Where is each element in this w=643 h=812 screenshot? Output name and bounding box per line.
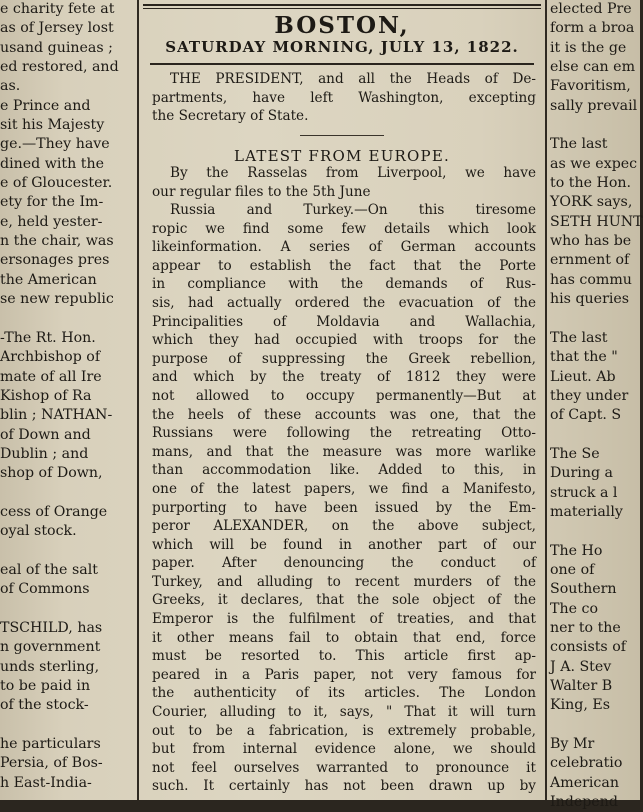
right-column-line: his queries	[550, 291, 630, 308]
right-column-line: The Se	[550, 445, 600, 462]
left-column-line: Dublin ; and	[0, 445, 89, 462]
notice-line: THE PRESIDENT, and all the Heads of De-	[170, 71, 536, 87]
right-column-line: that the "	[550, 349, 618, 366]
article-body	[152, 201, 536, 796]
intro-line: By the Rasselas from Liverpool, we have	[170, 165, 536, 181]
article-line: Russia and Turkey.—On this tiresome	[170, 202, 536, 218]
left-column-line: of Down and	[0, 426, 91, 443]
left-column-line: of Commons	[0, 581, 90, 598]
right-column-line: struck a l	[550, 484, 618, 501]
right-column-line: Independ	[550, 794, 618, 811]
left-column-line: n government	[0, 639, 101, 656]
article-line: in compliance with the demands of Rus-	[152, 276, 536, 293]
article-line: sis, had actually ordered the evacuation of the	[152, 294, 536, 311]
left-column-line	[0, 310, 129, 329]
right-column-line: else can em	[550, 59, 636, 76]
article-line: the heels of these accounts was one, that the	[152, 406, 536, 423]
right-column-line: Lieut. Ab	[550, 368, 616, 385]
left-column-line	[0, 716, 129, 735]
left-column-line: of the stock-	[0, 697, 89, 714]
notice-line: partments, have left Washington, excepting	[152, 89, 536, 106]
article-line: Russians were following the retreating Otto-	[152, 425, 536, 442]
right-column-line	[550, 522, 640, 541]
president-notice	[152, 70, 536, 126]
left-column-line: TSCHILD, has	[0, 620, 103, 636]
article-line: purpose of suppressing the Greek rebellion,	[152, 350, 536, 367]
article-line: Turkey, and alluding to recent murders of the	[152, 573, 536, 590]
article-line: likeinformation. A series of German accounts	[152, 239, 536, 256]
left-column-line: blin ; NATHAN-	[0, 407, 113, 424]
right-column-line: elected Pre	[550, 1, 632, 17]
left-column-line: shop of Down,	[0, 465, 103, 482]
right-column-line: YORK says,	[550, 194, 633, 211]
left-column-line: e Prince and	[0, 97, 91, 114]
article-line: Principalities of Moldavia and Wallachia,	[152, 313, 536, 330]
notice-separator	[300, 135, 384, 136]
right-column-line: has commu	[550, 271, 632, 288]
intro-line: our regular files to the 5th June	[152, 183, 371, 200]
article-line: peror ALEXANDER, on the above subject,	[152, 518, 536, 535]
right-column-line: The last	[550, 329, 608, 346]
left-column-line: e, held yester-	[0, 213, 103, 230]
right-column-line: The last	[550, 136, 608, 153]
left-column-line	[0, 542, 129, 561]
right-column-line: one of	[550, 561, 595, 578]
left-column-line: ed restored, and	[0, 59, 119, 76]
article-line: which they had occupied with troops for the	[152, 332, 536, 349]
right-column-line: American	[550, 774, 619, 791]
article-line: mans, and that the measure was more warlike	[152, 443, 536, 460]
article-line: out to be a fabrication, is extremely probable,	[152, 722, 536, 739]
right-column-line: ernment of	[550, 252, 630, 269]
masthead-date: SATURDAY MORNING, JULY 13, 1822.	[165, 38, 519, 56]
article-line: not feel ourselves warranted to pronounce it	[152, 759, 536, 776]
intro-paragraph	[152, 164, 536, 201]
right-column	[550, 0, 643, 811]
article-line: than accommodation like. Added to this, in	[152, 462, 536, 479]
left-column-line: the American	[0, 271, 97, 288]
right-column-line: SETH HUNT	[550, 213, 643, 230]
right-column-line: of Capt. S	[550, 407, 622, 424]
left-column-line: sit his Majesty	[0, 117, 105, 134]
left-column-line: Persia, of Bos-	[0, 755, 103, 772]
right-column-line: Favoritism,	[550, 78, 631, 95]
section-heading: LATEST FROM EUROPE.	[234, 147, 450, 165]
right-column-line	[550, 116, 640, 135]
article-line: and which by the treaty of 1812 they were	[152, 369, 536, 386]
article-line: peared in a Paris paper, not very famous for	[152, 666, 536, 683]
right-column-line: to the Hon.	[550, 175, 632, 192]
article-line: must be resorted to. This article first ap-	[152, 648, 536, 665]
masthead-top-rule	[143, 4, 541, 6]
right-column-line: sally prevail	[550, 97, 638, 114]
masthead-bottom-rule	[150, 63, 534, 65]
left-column-line: to be paid in	[0, 678, 91, 695]
right-column-line: The co	[550, 600, 598, 617]
right-column-line: J A. Stev	[550, 658, 612, 675]
right-column-line: who has be	[550, 233, 632, 250]
right-column-line: ner to the	[550, 620, 621, 636]
left-column-line: usand guineas ;	[0, 39, 113, 56]
left-column-line: unds sterling,	[0, 658, 100, 675]
left-column-line: e charity fete at	[0, 1, 115, 17]
right-column-line: they under	[550, 387, 629, 404]
column-rule-left	[137, 0, 139, 800]
article-line: not allowed to occupy permanently—But at	[152, 387, 536, 404]
left-column-line: n the chair, was	[0, 233, 114, 250]
article-line: it other means fail to obtain that end, force	[152, 629, 536, 646]
left-column-line: ersonages pres	[0, 252, 110, 269]
article-line: Greeks, it declares, that the sole object of the	[152, 592, 536, 609]
article-line: one of the latest papers, we find a Manifesto,	[152, 480, 536, 497]
right-column-line	[550, 716, 640, 735]
right-column-line	[550, 310, 640, 329]
left-column-line: he particulars	[0, 736, 101, 753]
article-line: paper. After denouncing the conduct of	[152, 555, 536, 572]
right-column-line: as we expec	[550, 155, 638, 172]
right-column-line: celebratio	[550, 755, 623, 772]
left-column-line: dined with the	[0, 155, 105, 172]
article-line: Courier, alluding to it, says, " That it will turn	[152, 704, 536, 721]
left-column-line	[0, 484, 129, 503]
right-column-line	[550, 426, 640, 445]
right-column-line: consists of	[550, 639, 627, 656]
right-column-line: The Ho	[550, 542, 603, 559]
left-column-line: eal of the salt	[0, 561, 98, 578]
notice-line: the Secretary of State.	[152, 108, 309, 125]
left-column-line: oyal stock.	[0, 523, 77, 540]
left-column-line: se new republic	[0, 291, 114, 308]
left-column-line: h East-India-	[0, 774, 92, 791]
column-rule-right	[545, 0, 547, 800]
left-column-line: as of Jersey lost	[0, 20, 114, 37]
right-column-line: During a	[550, 465, 614, 482]
right-column-line: materially	[550, 503, 623, 520]
left-column-line: ge.—They have	[0, 136, 110, 153]
article-line: such. It certainly has not been drawn up by	[152, 778, 536, 795]
left-column-line: as.	[0, 78, 21, 95]
left-column-line: ety for the Im-	[0, 194, 104, 211]
left-column-line: e of Gloucester.	[0, 175, 113, 192]
left-column-line: cess of Orange	[0, 503, 108, 520]
left-column-line: mate of all Ire	[0, 368, 102, 385]
masthead-top-rule-thin	[143, 8, 541, 9]
right-column-line: Walter B	[550, 678, 613, 695]
right-column-line: Southern	[550, 581, 617, 598]
article-line: the authenticity of its articles. The London	[152, 685, 536, 702]
right-column-line: it is the ge	[550, 39, 627, 56]
masthead-city: BOSTON,	[274, 12, 410, 39]
article-line: which will be found in another part of our	[152, 536, 536, 553]
left-column-line: Kishop of Ra	[0, 387, 92, 404]
article-line: appear to establish the fact that the Porte	[152, 257, 536, 274]
article-line: but from internal evidence alone, we should	[152, 741, 536, 758]
article-line: ropic we find some few details which look	[152, 220, 536, 237]
left-column-line: -The Rt. Hon.	[0, 329, 96, 346]
right-column-line: form a broa	[550, 20, 635, 37]
right-column-line: King, Es	[550, 697, 611, 714]
left-column-line: Archbishop of	[0, 349, 101, 366]
right-column-line: By Mr	[550, 736, 595, 753]
left-column	[0, 0, 129, 800]
left-column-line	[0, 600, 129, 619]
article-line: Emperor is the fulfilment of treaties, and that	[152, 611, 536, 628]
article-line: purporting to have been issued by the Em-	[152, 499, 536, 516]
